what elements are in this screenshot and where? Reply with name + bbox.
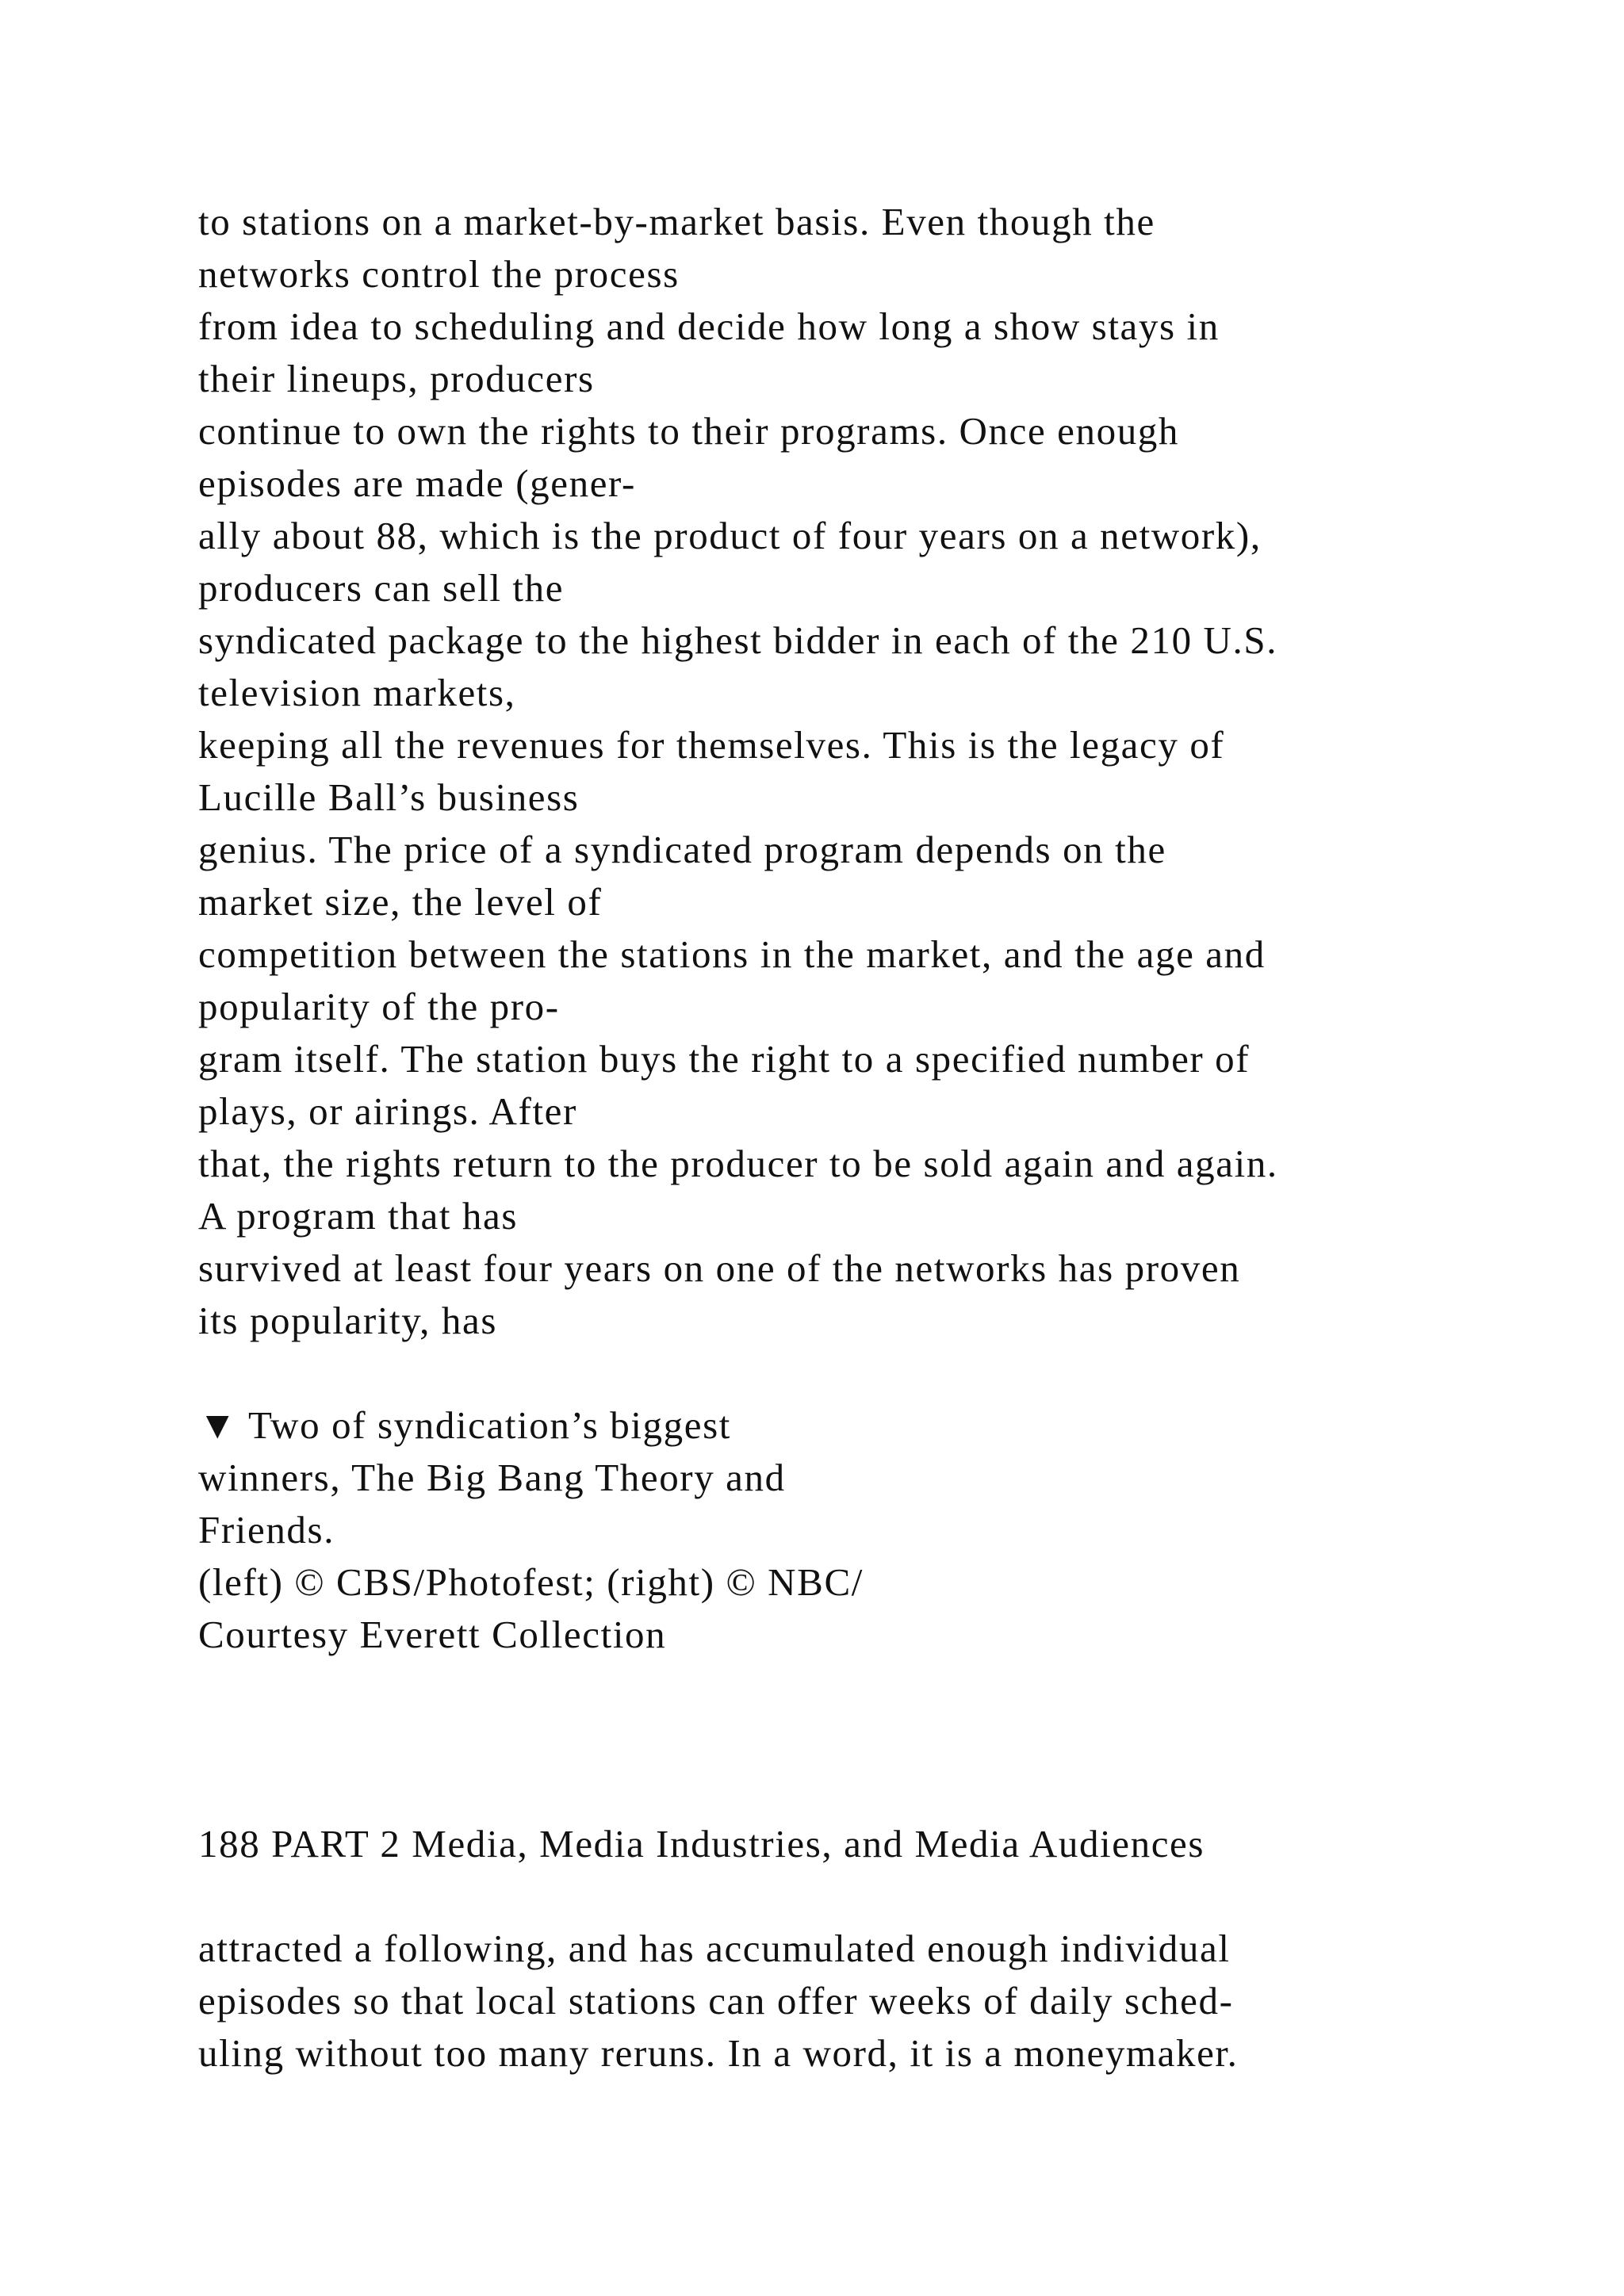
text-line: television markets,	[198, 671, 516, 714]
text-line: networks control the process	[198, 252, 680, 296]
text-line: episodes are made (gener-	[198, 461, 636, 505]
text-line: its popularity, has	[198, 1299, 497, 1342]
text-line: uling without too many reruns. In a word, it is a moneymaker.	[198, 2031, 1239, 2075]
text-line: genius. The price of a syndicated program depends on the	[198, 828, 1166, 871]
text-line: ally about 88, which is the product of four years on a network),	[198, 514, 1262, 557]
caption-line: Friends.	[198, 1508, 335, 1552]
text-line: Lucille Ball’s business	[198, 775, 580, 819]
text-line: market size, the level of	[198, 880, 603, 924]
text-line: that, the rights return to the producer to be sold again and again.	[198, 1142, 1278, 1185]
text-line: episodes so that local stations can offer weeks of daily sched-	[198, 1979, 1234, 2022]
continuation-paragraph	[198, 1923, 1546, 2080]
text-line: continue to own the rights to their programs. Once enough	[198, 409, 1180, 453]
caption-line: ▼ Two of syndication’s biggest	[198, 1403, 731, 1447]
text-line: A program that has	[198, 1194, 519, 1238]
photo-credit-line: Courtesy Everett Collection	[198, 1613, 667, 1656]
text-line: plays, or airings. After	[198, 1089, 577, 1133]
text-line: attracted a following, and has accumulated enough individual	[198, 1927, 1231, 1970]
photo-caption	[198, 1399, 1546, 1661]
text-line: from idea to scheduling and decide how long a show stays in	[198, 304, 1220, 348]
document-page	[198, 196, 1546, 2080]
page-footer: 188 PART 2 Media, Media Industries, and Media Audiences	[198, 1822, 1205, 1866]
caption-line: winners, The Big Bang Theory and	[198, 1456, 786, 1499]
spacer	[198, 1347, 1546, 1399]
text-line: competition between the stations in the market, and the age and	[198, 932, 1266, 976]
photo-credit-line: (left) © CBS/Photofest; (right) © NBC/	[198, 1560, 864, 1604]
text-line: popularity of the pro-	[198, 985, 560, 1028]
text-line: survived at least four years on one of the networks has proven	[198, 1246, 1241, 1290]
text-line: gram itself. The station buys the right to a specified number of	[198, 1037, 1251, 1081]
main-paragraph	[198, 196, 1546, 1347]
text-line: keeping all the revenues for themselves. This is the legacy of	[198, 723, 1225, 767]
spacer	[198, 1661, 1546, 1818]
text-line: producers can sell the	[198, 566, 565, 610]
text-line: their lineups, producers	[198, 357, 595, 400]
spacer	[198, 1870, 1546, 1923]
text-line: syndicated package to the highest bidder in each of the 210 U.S.	[198, 618, 1278, 662]
text-line: to stations on a market-by-market basis. Even though the	[198, 200, 1155, 243]
